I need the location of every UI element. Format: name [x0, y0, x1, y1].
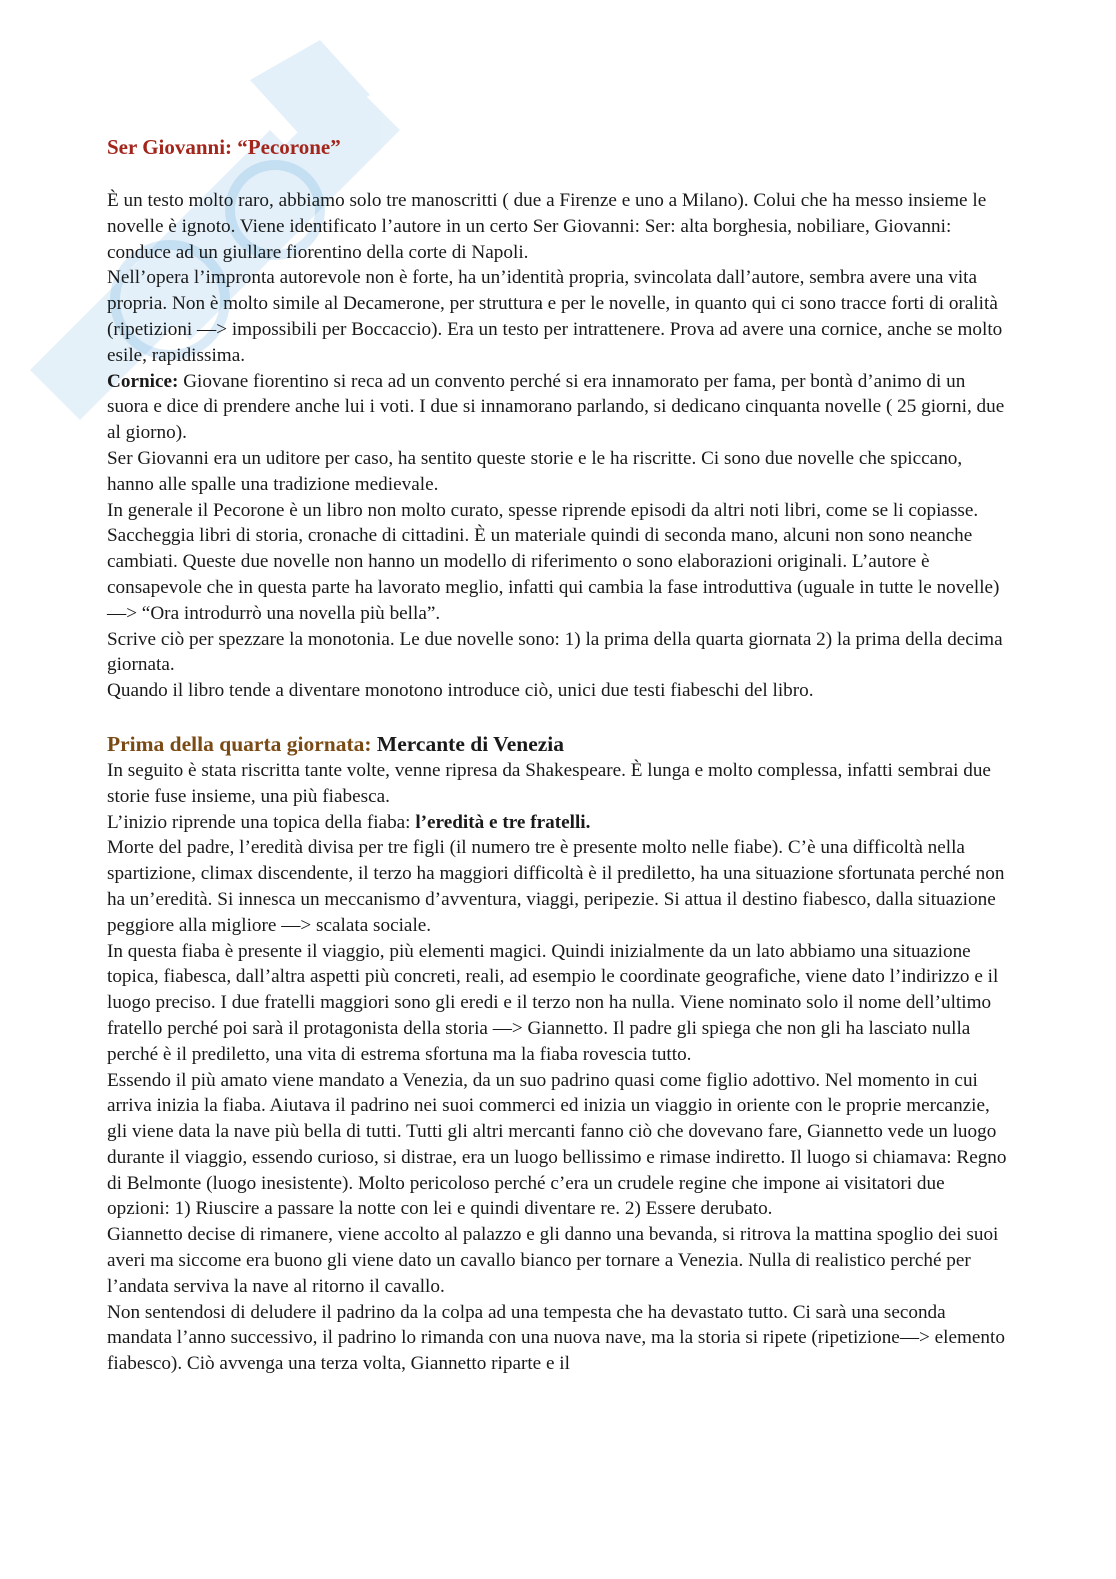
section-heading-rest: Mercante di Venezia	[371, 731, 565, 756]
paragraph-venezia: Essendo il più amato viene mandato a Venezia, da un suo padrino quasi come figlio adottivo. Nel momento in cui arriva inizia la fiaba. Aiutava il padrino nei suoi commerci ed inizia un viaggio in oriente con le proprie mercanzie, gli viene data la nave più bella di tutti. Tutti gli altri mercanti fanno ciò che dovevano fare, Giannetto vede un luogo durante il viaggio, essendo curioso, si distrae, era un luogo bellissimo e rimase indiretto. Il luogo si chiamava: Regno di Belmonte (luogo inesistente). Molto pericoloso perché c’era un crudele regine che impone ai visitatori due opzioni: 1) Riuscire a passare la notte con lei e quindi diventare re. 2) Essere derubato.	[107, 1069, 1007, 1220]
paragraph-fiabeschi: Quando il libro tende a diventare monotono introduce ciò, unici due testi fiabeschi del libro.	[107, 680, 814, 702]
paragraph-generale: In generale il Pecorone è un libro non molto curato, spesse riprende episodi da altri noti libri, come se li copiasse. Saccheggia libri di storia, cronache di cittadini. È un materiale quindi di seconda mano, alcuni non sono neanche cambiati. Queste due novelle non hanno un modello di riferimento o sono elaborazioni originali. L’autore è consapevole che in questa parte ha lavorato meglio, infatti qui cambia la fase introduttiva (uguale in tutte le novelle) —> “Ora introdurrò una novella più bella”.	[107, 499, 1000, 624]
paragraph-cornice	[107, 369, 1007, 446]
topica-lead: L’inizio riprende una topica della fiaba:	[107, 811, 416, 833]
paragraph-bevanda: Giannetto decise di rimanere, viene accolto al palazzo e gli danno una bevanda, si ritrova la mattina spoglio dei suoi averi ma siccome era buono gli viene dato un cavallo bianco per tornare a Venezia. Nulla di realistico perché per l’andata serviva la nave al ritorno il cavallo.	[107, 1224, 999, 1297]
paragraph-shakespeare: In seguito è stata riscritta tante volte, venne ripresa da Shakespeare. È lunga e molto complessa, infatti sembrai due storie fuse insieme, una più fiabesca.	[107, 759, 991, 807]
section-heading	[107, 730, 1007, 758]
section-heading-accent: Prima della quarta giornata:	[107, 731, 372, 756]
paragraph-eredita: Morte del padre, l’eredità divisa per tre figli (il numero tre è presente molto nelle fiabe). C’è una difficoltà nella spartizione, climax discendente, il terzo ha maggiori difficoltà è il prediletto, ha una situazione sfortunata perché non ha un’eredità. Si innesca un meccanismo d’avventura, viaggi, peripezie. Si attua il destino fiabesco, dalla situazione peggiore alla migliore —> scalata sociale.	[107, 837, 1005, 936]
cornice-label: Cornice:	[107, 370, 179, 392]
cornice-text: Giovane fiorentino si reca ad un convento perché si era innamorato per fama, per bontà d’animo di un suora e dice di prendere anche lui i voti. I due si innamorano parlando, si dedicano cinquanta novelle ( 25 giorni, due al giorno).	[107, 370, 1005, 444]
paragraph-tempesta: Non sentendosi di deludere il padrino da la colpa ad una tempesta che ha devastato tutto. Ci sarà una seconda mandata l’anno successivo, il padrino lo rimanda con una nuova nave, ma la storia si ripete (ripetizione—> elemento fiabesco). Ciò avvenga una terza volta, Giannetto riparte e il	[107, 1301, 1005, 1375]
paragraph-intro: È un testo molto raro, abbiamo solo tre manoscritti ( due a Firenze e uno a Milano). Colui che ha messo insieme le novelle è ignoto. Viene identificato l’autore in un certo Ser Giovanni: Ser: alta borghesia, nobiliare, Giovanni: conduce ad un giullare fiorentino della corte di Napoli.	[107, 190, 987, 263]
paragraph-monotonia: Scrive ciò per spezzare la monotonia. Le due novelle sono: 1) la prima della quarta giornata 2) la prima della decima giornata.	[107, 628, 1003, 676]
paragraph-uditore: Ser Giovanni era un uditore per caso, ha sentito queste storie e le ha riscritte. Ci sono due novelle che spiccano, hanno alle spalle una tradizione medievale.	[107, 447, 963, 495]
topica-bold: l’eredità e tre fratelli.	[415, 811, 591, 833]
document-title: Ser Giovanni: “Pecorone”	[107, 135, 341, 159]
paragraph-impronta: Nell’opera l’impronta autorevole non è forte, ha un’identità propria, svincolata dall’autore, sembra avere una vita propria. Non è molto simile al Decamerone, per struttura e per le novelle, in quanto qui ci sono tracce forti di oralità (ripetizioni —> impossibili per Boccaccio). Era un testo per intrattenere. Prova ad avere una cornice, anche se molto esile, rapidissima.	[107, 267, 1003, 366]
document-page	[107, 133, 1007, 1377]
paragraph-viaggio: In questa fiaba è presente il viaggio, più elementi magici. Quindi inizialmente da un lato abbiamo una situazione topica, fiabesca, dall’altra aspetti più concreti, reali, ad esempio le coordinate geografiche, viene dato l’indirizzo e il luogo preciso. I due fratelli maggiori sono gli eredi e il terzo non ha nulla. Viene nominato solo il nome dell’ultimo fratello perché poi sarà il protagonista della storia —> Giannetto. Il padre gli spiega che non gli ha lasciato nulla perché è il prediletto, una vita di estrema sfortuna ma la fiaba rovescia tutto.	[107, 940, 999, 1065]
paragraph-topica	[107, 810, 1007, 836]
